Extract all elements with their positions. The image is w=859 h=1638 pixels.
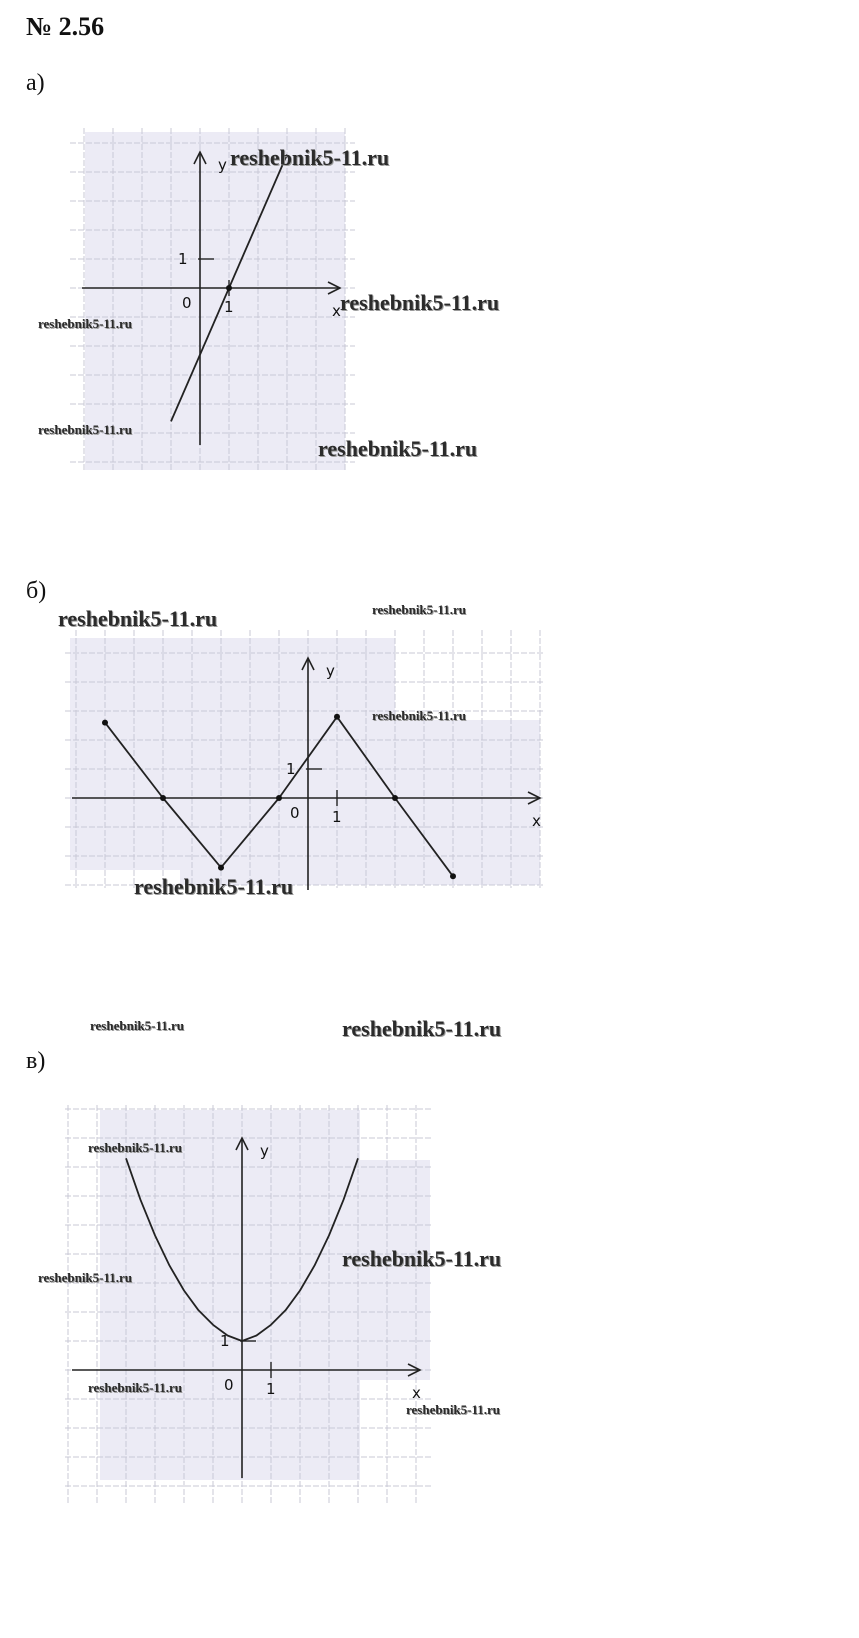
watermark: reshebnik5-11.ru (372, 602, 467, 617)
x-tick-label: 1 (266, 1380, 276, 1398)
x-tick-label: 1 (224, 298, 234, 316)
watermark: reshebnik5-11.ru (38, 316, 133, 331)
grid-shade (100, 1110, 360, 1480)
part-label-v: в) (26, 1048, 46, 1074)
origin-label: 0 (290, 804, 300, 822)
problem-number: № 2.56 (26, 12, 105, 41)
part-label-b: б) (26, 578, 47, 604)
watermark: reshebnik5-11.ru (134, 874, 294, 899)
y-axis-label: y (218, 156, 227, 174)
watermark: reshebnik5-11.ru (318, 436, 478, 461)
x-axis-label: x (412, 1384, 421, 1402)
x-axis-label: x (532, 812, 541, 830)
watermark: reshebnik5-11.ru (372, 708, 467, 723)
watermark: reshebnik5-11.ru (88, 1380, 183, 1395)
watermark: reshebnik5-11.ru (90, 1018, 185, 1033)
watermark: reshebnik5-11.ru (38, 422, 133, 437)
watermark: reshebnik5-11.ru (342, 1016, 502, 1041)
origin-label: 0 (182, 294, 192, 312)
x-axis-label: x (332, 302, 341, 320)
watermark: reshebnik5-11.ru (340, 290, 500, 315)
watermark: reshebnik5-11.ru (58, 606, 218, 631)
y-axis-label: y (260, 1142, 269, 1160)
watermark: reshebnik5-11.ru (88, 1140, 183, 1155)
x-tick-label: 1 (332, 808, 342, 826)
watermark: reshebnik5-11.ru (342, 1246, 502, 1271)
y-axis-label: y (326, 662, 335, 680)
watermark: reshebnik5-11.ru (406, 1402, 501, 1417)
origin-label: 0 (224, 1376, 234, 1394)
watermark: reshebnik5-11.ru (38, 1270, 133, 1285)
y-tick-label: 1 (178, 250, 188, 268)
watermark: reshebnik5-11.ru (230, 145, 390, 170)
y-tick-label: 1 (220, 1332, 230, 1350)
y-tick-label: 1 (286, 760, 296, 778)
part-label-a: а) (26, 70, 45, 96)
